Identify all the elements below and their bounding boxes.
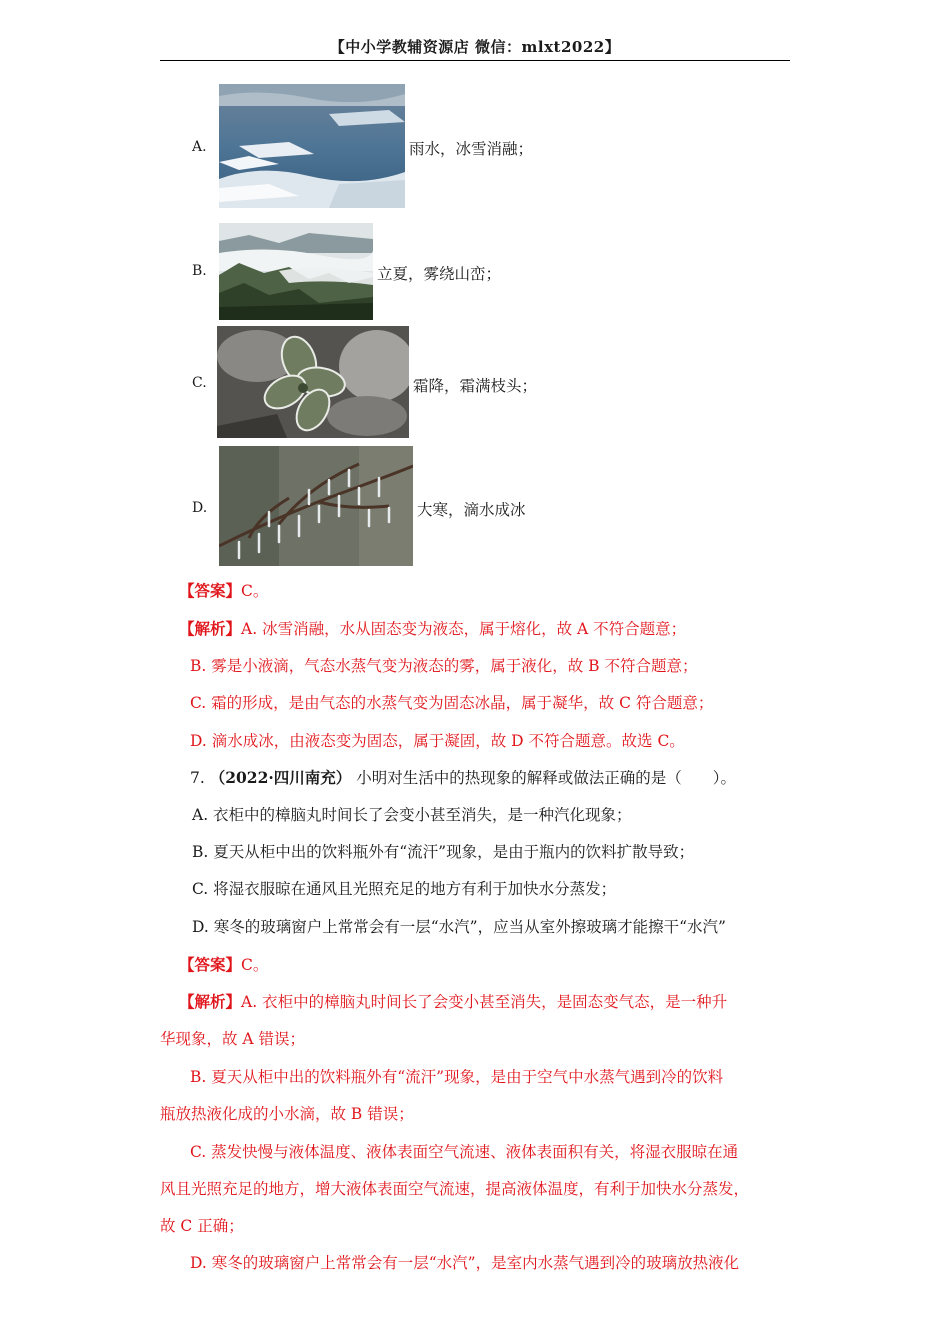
option-b-text: 立夏，雾绕山峦； xyxy=(377,265,502,283)
option-b-letter: B. xyxy=(192,263,207,279)
frost-leaves-photo xyxy=(217,326,409,438)
q7-option-d: D. 寒冬的玻璃窗户上常常会有一层“水汽”，应当从室外擦玻璃才能擦干“水汽” xyxy=(192,918,726,936)
melting-ice-river-photo xyxy=(219,84,405,208)
option-c-letter: C. xyxy=(192,375,207,391)
q7-stem-line xyxy=(190,766,736,788)
q7-analysis-line-8: D. 寒冬的玻璃窗户上常常会有一层“水汽”，是室内水蒸气遇到冷的玻璃放热液化 xyxy=(190,1254,740,1272)
option-a-text: 雨水，冰雪消融； xyxy=(409,140,534,158)
q7-analysis-line-4: 瓶放热液化成的小水滴，故 B 错误； xyxy=(160,1105,414,1123)
q7-stem: 小明对生活中的热现象的解释或做法正确的是（ ）。 xyxy=(356,769,736,787)
q7-source: （2022·四川南充） xyxy=(209,768,352,787)
option-a-letter: A. xyxy=(192,139,207,155)
q7-analysis-line-5: C. 蒸发快慢与液体温度、液体表面空气流速、液体表面积有关，将湿衣服晾在通 xyxy=(190,1143,739,1161)
analysis-tag: 【解析】 xyxy=(179,992,242,1011)
option-c-text: 霜降，霜满枝头； xyxy=(413,377,538,395)
q7-option-b: B. 夏天从柜中出的饮料瓶外有“流汗”现象，是由于瓶内的饮料扩散导致； xyxy=(192,843,695,861)
answer-value: C。 xyxy=(241,582,269,600)
answer-tag: 【答案】 xyxy=(179,581,242,600)
q7-number: 7. xyxy=(190,769,205,787)
q7-analysis-line-2: 华现象，故 A 错误； xyxy=(160,1030,306,1048)
icicle-branch-photo xyxy=(219,446,413,566)
q6-analysis-c: C. 霜的形成，是由气态的水蒸气变为固态冰晶，属于凝华，故 C 符合题意； xyxy=(190,694,714,712)
header-divider xyxy=(160,60,790,61)
option-d-text: 大寒，滴水成冰 xyxy=(417,501,526,519)
q7-answer-line xyxy=(179,953,268,975)
q7-option-c: C. 将湿衣服晾在通风且光照充足的地方有利于加快水分蒸发； xyxy=(192,880,617,898)
q7-analysis-line-3: B. 夏天从柜中出的饮料瓶外有“流汗”现象，是由于空气中水蒸气遇到冷的饮料 xyxy=(190,1068,724,1086)
answer-value: C。 xyxy=(241,956,269,974)
page-header: 【中小学教辅资源店 微信：mlxt2022】 xyxy=(329,38,621,56)
analysis-tag: 【解析】 xyxy=(179,619,242,638)
q7-analysis-line-1 xyxy=(179,990,727,1012)
q7-option-a: A. 衣柜中的樟脑丸时间长了会变小甚至消失，是一种汽化现象； xyxy=(192,806,632,824)
fog-mountains-photo xyxy=(219,223,373,320)
q7-analysis-line-7: 故 C 正确； xyxy=(160,1217,244,1235)
analysis-text-a: A. 冰雪消融，水从固态变为液态，属于熔化，故 A 不符合题意； xyxy=(241,620,687,638)
q7-analysis-line-6: 风且光照充足的地方，增大液体表面空气流速，提高液体温度，有利于加快水分蒸发， xyxy=(160,1180,750,1198)
q6-analysis-b: B. 雾是小液滴，气态水蒸气变为液态的雾，属于液化，故 B 不符合题意； xyxy=(190,657,698,675)
q6-answer-line xyxy=(179,579,268,601)
q6-analysis-d: D. 滴水成冰，由液态变为固态，属于凝固，故 D 不符合题意。故选 C。 xyxy=(190,732,685,750)
q6-analysis-a xyxy=(179,617,686,639)
answer-tag: 【答案】 xyxy=(179,955,242,974)
option-d-letter: D. xyxy=(192,500,208,516)
analysis-text: A. 衣柜中的樟脑丸时间长了会变小甚至消失，是固态变气态，是一种升 xyxy=(241,993,728,1011)
